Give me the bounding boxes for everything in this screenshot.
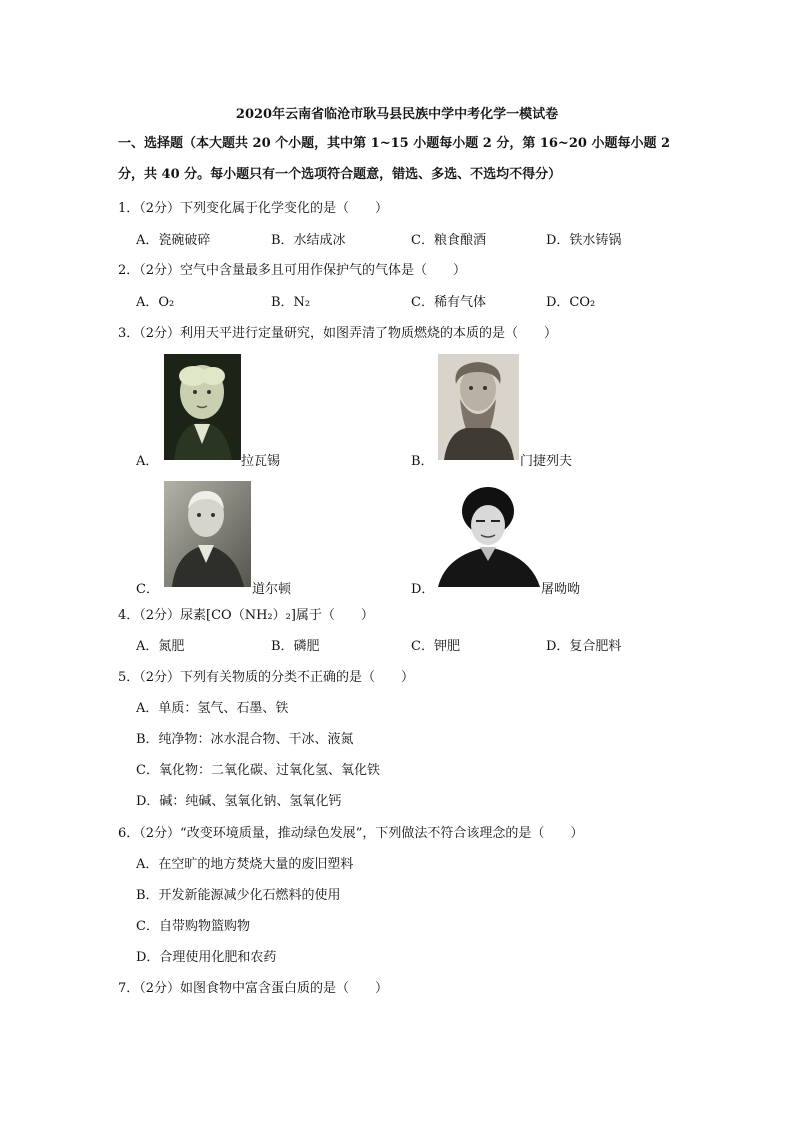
question-6-option-b: B．开发新能源减少化石燃料的使用 [136, 888, 341, 903]
portrait-tu-youyou-image [438, 481, 540, 587]
question-5-option-b: B．纯净物：冰水混合物、干冰、液氮 [136, 732, 354, 747]
question-2-stem: 2．（2分）空气中含量最多且可用作保护气的气体是（ ） [118, 263, 467, 278]
question-3-option-b-letter: B． [411, 454, 434, 469]
question-4-option-b: B．磷肥 [271, 639, 320, 654]
question-3-option-d-name: 屠呦呦 [541, 582, 581, 597]
question-6-stem: 6．（2分）“改变环境质量，推动绿色发展”，下列做法不符合该理念的是（ ） [118, 826, 584, 841]
question-7-stem: 7．（2分）如图食物中富含蛋白质的是（ ） [118, 981, 389, 996]
question-3-stem: 3．（2分）利用天平进行定量研究，如图弄清了物质燃烧的本质的是（ ） [118, 326, 558, 341]
question-5-option-c: C．氧化物：二氧化碳、过氧化氢、氧化铁 [136, 763, 380, 778]
exam-title: 2020年云南省临沧市耿马县民族中学中考化学一模试卷 [235, 107, 559, 122]
question-4-option-d: D．复合肥料 [546, 639, 622, 654]
question-1-option-d: D．铁水铸锅 [546, 233, 622, 248]
portrait-mendeleev-image [438, 354, 519, 460]
question-1-option-a: A．瓷碗破碎 [136, 233, 211, 248]
question-3-option-d-letter: D． [411, 582, 435, 597]
question-4-stem: 4．（2分）尿素[CO（NH₂）₂]属于（ ） [118, 608, 374, 623]
question-3-option-c-letter: C． [136, 582, 159, 597]
question-5-option-a: A．单质：氢气、石墨、铁 [136, 701, 289, 716]
question-5-option-d: D．碱：纯碱、氢氧化钠、氢氧化钙 [136, 794, 342, 809]
section-heading-line1: 一、选择题（本大题共 20 个小题，其中第 1~15 小题每小题 2 分，第 16~20 小题每小题 2 [118, 136, 671, 151]
section-heading-line2: 分，共 40 分。每小题只有一个选项符合题意，错选、多选、不选均不得分） [118, 167, 562, 182]
question-2-option-c: C．稀有气体 [411, 295, 486, 310]
question-1-option-c: C．粮食酿酒 [411, 233, 486, 248]
question-6-option-c: C．自带购物篮购物 [136, 919, 250, 934]
question-4-option-a: A．氮肥 [136, 639, 185, 654]
question-2-option-d: D．CO₂ [546, 295, 596, 310]
question-3-option-a-name: 拉瓦锡 [241, 454, 281, 469]
question-1-stem: 1．（2分）下列变化属于化学变化的是（ ） [118, 201, 389, 216]
question-1-option-b: B．水结成冰 [271, 233, 346, 248]
question-5-stem: 5．（2分）下列有关物质的分类不正确的是（ ） [118, 670, 415, 685]
question-6-option-a: A．在空旷的地方焚烧大量的废旧塑料 [136, 857, 354, 872]
question-2-option-b: B．N₂ [271, 295, 311, 310]
portrait-dalton-image [164, 481, 251, 587]
portrait-lavoisier-image [164, 354, 241, 460]
question-3-option-b-name: 门捷列夫 [520, 454, 573, 469]
question-2-option-a: A．O₂ [136, 295, 175, 310]
question-4-option-c: C．钾肥 [411, 639, 460, 654]
question-3-option-c-name: 道尔顿 [252, 582, 292, 597]
question-6-option-d: D．合理使用化肥和农药 [136, 950, 277, 965]
question-3-option-a-letter: A． [136, 454, 159, 469]
